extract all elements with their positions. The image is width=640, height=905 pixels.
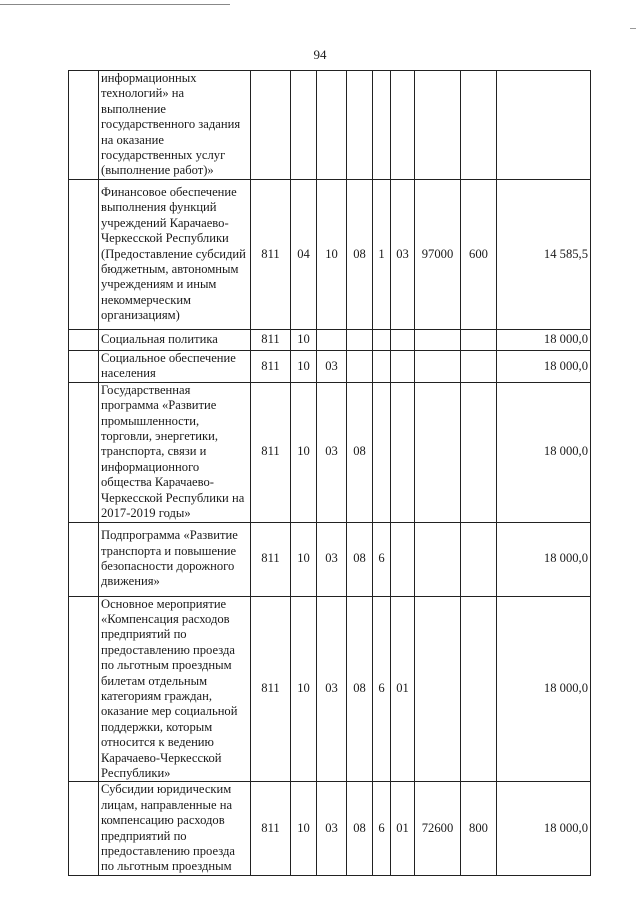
grbs-cell: 811 xyxy=(251,329,291,350)
sum-cell: 18 000,0 xyxy=(497,329,591,350)
event-cell: 01 xyxy=(391,596,415,782)
name-cell: Подпрограмма «Развитие транспорта и повышение безопасности дорожного движения» xyxy=(99,522,251,596)
sum-cell: 18 000,0 xyxy=(497,382,591,522)
name-cell: Основное мероприятие «Компенсация расходов предприятий по предоставлению проезда по льготным проездным билетам отдельным категориям граждан, оказание мер социальной поддержки, которым относится к ведению Карачаево-Черкесской Республики» xyxy=(99,596,251,782)
sum-cell: 18 000,0 xyxy=(497,596,591,782)
event-cell xyxy=(391,522,415,596)
subprogram-cell: 6 xyxy=(373,522,391,596)
grbs-cell: 811 xyxy=(251,350,291,382)
event-cell: 03 xyxy=(391,179,415,329)
rz-cell: 10 xyxy=(291,782,317,875)
pr-cell xyxy=(317,71,347,180)
name-cell: Государственная программа «Развитие промышленности, торговли, энергетики, транспорта, связи и информационного общества Карачаево-Черкесской Республики на 2017-2019 годы» xyxy=(99,382,251,522)
event-cell xyxy=(391,382,415,522)
program-cell: 08 xyxy=(347,382,373,522)
name-cell: Субсидии юридическим лицам, направленные на компенсацию расходов предприятий по предоставлению проезда по льготным проездным xyxy=(99,782,251,875)
grbs-cell xyxy=(251,71,291,180)
table-row xyxy=(69,522,591,596)
grbs-cell: 811 xyxy=(251,382,291,522)
vr-cell xyxy=(461,522,497,596)
top-rule xyxy=(0,4,230,5)
rz-cell: 10 xyxy=(291,522,317,596)
pr-cell: 03 xyxy=(317,522,347,596)
program-cell xyxy=(347,71,373,180)
subprogram-cell xyxy=(373,71,391,180)
grbs-cell: 811 xyxy=(251,522,291,596)
vr-cell xyxy=(461,71,497,180)
table-row xyxy=(69,596,591,782)
table-row xyxy=(69,782,591,875)
table-body xyxy=(69,71,591,876)
event-cell: 01 xyxy=(391,782,415,875)
program-cell xyxy=(347,329,373,350)
table-row xyxy=(69,179,591,329)
program-cell: 08 xyxy=(347,179,373,329)
vr-cell: 800 xyxy=(461,782,497,875)
blank-cell xyxy=(69,329,99,350)
direction-cell xyxy=(415,596,461,782)
subprogram-cell xyxy=(373,382,391,522)
sum-cell: 18 000,0 xyxy=(497,522,591,596)
direction-cell xyxy=(415,350,461,382)
pr-cell xyxy=(317,329,347,350)
grbs-cell: 811 xyxy=(251,596,291,782)
vr-cell xyxy=(461,596,497,782)
rz-cell: 10 xyxy=(291,382,317,522)
event-cell xyxy=(391,350,415,382)
rz-cell xyxy=(291,71,317,180)
name-cell: Социальная политика xyxy=(99,329,251,350)
sum-cell: 14 585,5 xyxy=(497,179,591,329)
table-row xyxy=(69,71,591,180)
event-cell xyxy=(391,329,415,350)
table-row xyxy=(69,329,591,350)
grbs-cell: 811 xyxy=(251,179,291,329)
page-number: 94 xyxy=(313,47,327,62)
vr-cell: 600 xyxy=(461,179,497,329)
direction-cell: 97000 xyxy=(415,179,461,329)
pr-cell: 03 xyxy=(317,350,347,382)
name-cell: Социальное обеспечение населения xyxy=(99,350,251,382)
name-cell: информационных технологий» на выполнение государственного задания на оказание государственных услуг (выполнение работ)» xyxy=(99,71,251,180)
program-cell: 08 xyxy=(347,782,373,875)
subprogram-cell xyxy=(373,350,391,382)
table-row xyxy=(69,382,591,522)
rz-cell: 04 xyxy=(291,179,317,329)
direction-cell: 72600 xyxy=(415,782,461,875)
blank-cell xyxy=(69,382,99,522)
program-cell: 08 xyxy=(347,522,373,596)
blank-cell xyxy=(69,782,99,875)
blank-cell xyxy=(69,596,99,782)
table-row xyxy=(69,350,591,382)
sum-cell: 18 000,0 xyxy=(497,350,591,382)
direction-cell xyxy=(415,522,461,596)
vr-cell xyxy=(461,382,497,522)
blank-cell xyxy=(69,350,99,382)
direction-cell xyxy=(415,382,461,522)
blank-cell xyxy=(69,179,99,329)
program-cell: 08 xyxy=(347,596,373,782)
blank-cell xyxy=(69,71,99,180)
rz-cell: 10 xyxy=(291,596,317,782)
rz-cell: 10 xyxy=(291,329,317,350)
program-cell xyxy=(347,350,373,382)
pr-cell: 03 xyxy=(317,382,347,522)
event-cell xyxy=(391,71,415,180)
pr-cell: 03 xyxy=(317,782,347,875)
pr-cell: 10 xyxy=(317,179,347,329)
subprogram-cell xyxy=(373,329,391,350)
vr-cell xyxy=(461,329,497,350)
scan-mark xyxy=(630,28,636,29)
subprogram-cell: 6 xyxy=(373,596,391,782)
grbs-cell: 811 xyxy=(251,782,291,875)
direction-cell xyxy=(415,329,461,350)
blank-cell xyxy=(69,522,99,596)
name-cell: Финансовое обеспечение выполнения функций учреждений Карачаево-Черкесской Республики (Предоставление субсидий бюджетным, автономным учреждениям и иным некоммерческим организациям) xyxy=(99,179,251,329)
direction-cell xyxy=(415,71,461,180)
vr-cell xyxy=(461,350,497,382)
subprogram-cell: 1 xyxy=(373,179,391,329)
pr-cell: 03 xyxy=(317,596,347,782)
sum-cell xyxy=(497,71,591,180)
budget-table xyxy=(68,70,591,876)
subprogram-cell: 6 xyxy=(373,782,391,875)
rz-cell: 10 xyxy=(291,350,317,382)
sum-cell: 18 000,0 xyxy=(497,782,591,875)
